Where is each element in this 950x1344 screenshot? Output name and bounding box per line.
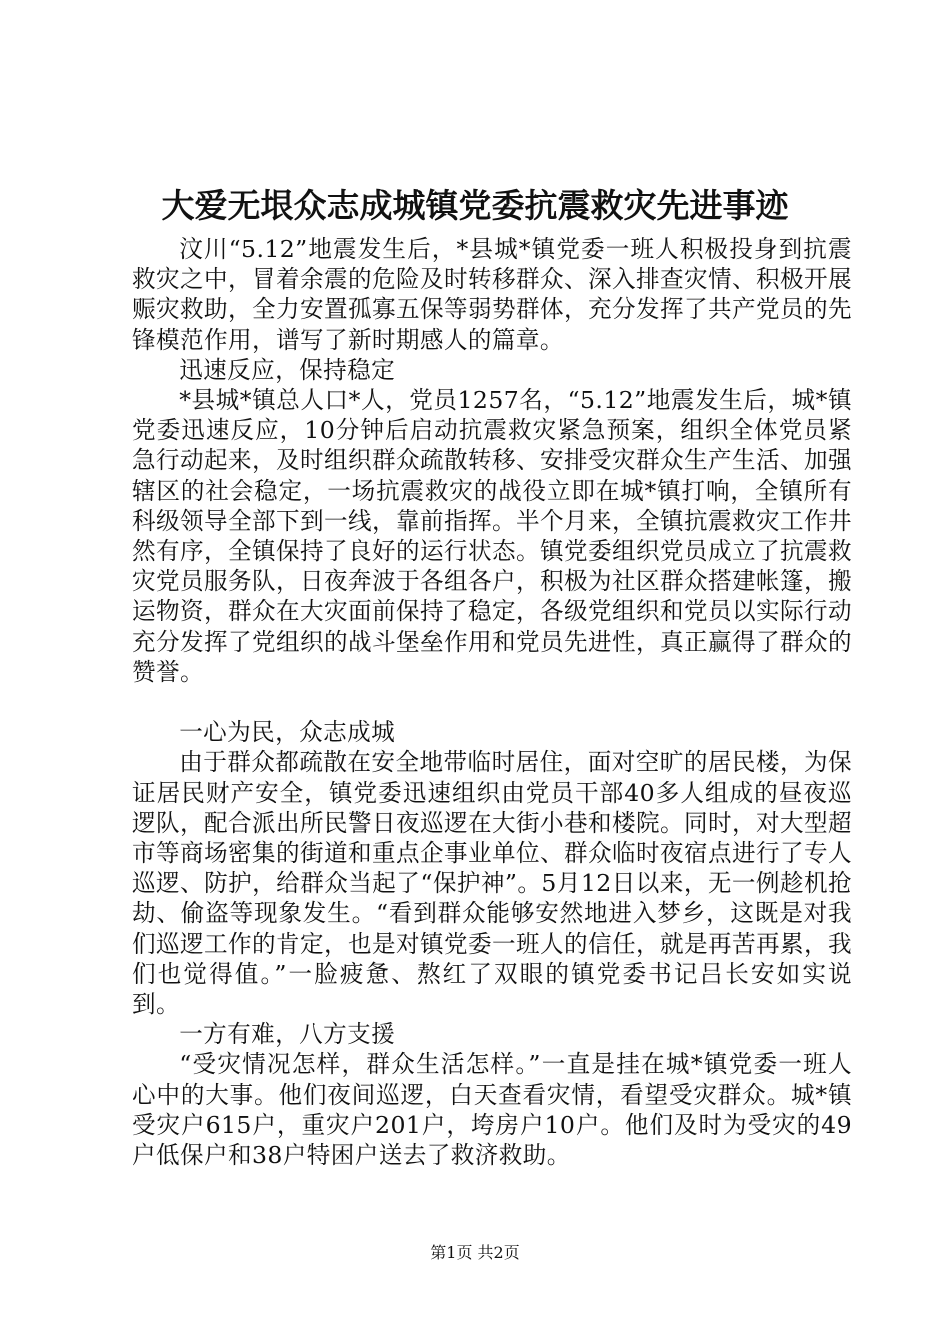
document-title: 大爱无垠众志成城镇党委抗震救灾先进事迹: [161, 186, 789, 225]
section-heading-support: 一方有难，八方支援: [179, 1020, 396, 1049]
page-number-footer: 第1页 共2页: [430, 1243, 520, 1262]
for-the-people-paragraph: 由于群众都疏散在安全地带临时居住，面对空旷的居民楼，为保证居民财产安全，镇党委迅速组织由党员干部40多人组成的昼夜巡逻队，配合派出所民警日夜巡逻在大街小巷和楼院。同时，对大型超市等商场密集的街道和重点企事业单位、群众临时夜宿点进行了专人巡逻、防护，给群众当起了“保护神”。5月12日以来，无一例趁机抢劫、偷盗等现象发生。“看到群众能够安然地进入梦乡，这既是对我们巡逻工作的肯定，也是对镇党委一班人的信任，就是再苦再累，我们也觉得值。”一脸疲惫、熬红了双眼的镇党委书记吕长安如实说到。: [132, 748, 852, 1019]
section-heading-for-the-people: 一心为民，众志成城: [179, 718, 396, 747]
section-heading-rapid-response: 迅速反应，保持稳定: [179, 355, 396, 384]
rapid-response-paragraph: *县城*镇总人口*人，党员1257名，“5.12”地震发生后，城*镇党委迅速反应，10分钟后启动抗震救灾紧急预案，组织全体党员紧急行动起来，及时组织群众疏散转移、安排受灾群众生产生活、加强辖区的社会稳定，一场抗震救灾的战役立即在城*镇打响，全镇所有科级领导全部下到一线，靠前指挥。半个月来，全镇抗震救灾工作井然有序，全镇保持了良好的运行状态。镇党委组织党员成立了抗震救灾党员服务队，日夜奔波于各组各户，积极为社区群众搭建帐篷，搬运物资，群众在大灾面前保持了稳定，各级党组织和党员以实际行动充分发挥了党组织的战斗堡垒作用和党员先进性，真正赢得了群众的赞誉。: [132, 386, 852, 686]
support-paragraph: “受灾情况怎样，群众生活怎样。”一直是挂在城*镇党委一班人心中的大事。他们夜间巡逻，白天查看灾情，看望受灾群众。城*镇受灾户615户，重灾户201户，垮房户10户。他们及时为受灾的49户低保户和38户特困户送去了救济救助。: [132, 1050, 852, 1170]
intro-paragraph: 汶川“5.12”地震发生后，*县城*镇党委一班人积极投身到抗震救灾之中，冒着余震的危险及时转移群众、深入排查灾情、积极开展赈灾救助，全力安置孤寡五保等弱势群体，充分发挥了共产党员的先锋模范作用，谱写了新时期感人的篇章。: [132, 235, 852, 354]
document-body: [132, 234, 852, 1170]
paragraph-spacer: [132, 687, 852, 717]
